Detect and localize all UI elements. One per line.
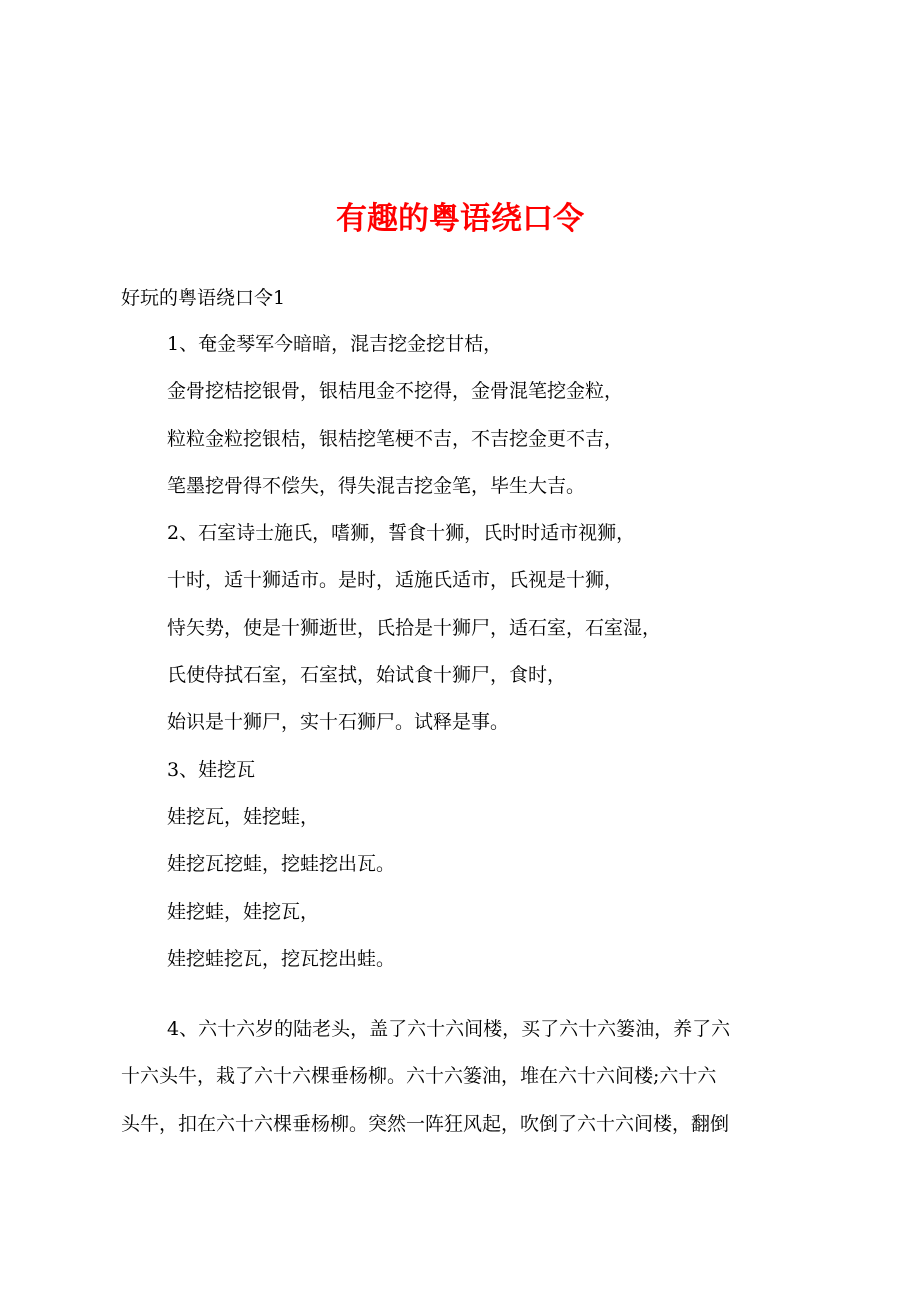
- paragraph-line: 头牛，扣在六十六棵垂杨柳。突然一阵狂风起，吹倒了六十六间楼，翻倒: [121, 1112, 730, 1135]
- text-line: 氏使侍拭石室，石室拭，始试食十狮尸，食时，: [167, 664, 567, 687]
- text-line: 始识是十狮尸，实十石狮尸。试释是事。: [167, 711, 510, 734]
- text-line: 3、娃挖瓦: [167, 758, 256, 781]
- text-line: 1、奄金琴军今暗暗，混吉挖金挖甘桔，: [167, 333, 503, 355]
- tongue-twister-lines: [167, 328, 847, 990]
- paragraph-line: 4、六十六岁的陆老头，盖了六十六间楼，买了六十六篓油，养了六: [167, 1018, 731, 1040]
- text-line: 笔墨挖骨得不偿失，得失混吉挖金笔，毕生大吉。: [167, 474, 586, 497]
- text-line: 2、石室诗士施氏，嗜狮，誓食十狮，氏时时适市视狮，: [167, 522, 636, 545]
- text-line: 娃挖瓦挖蛙，挖蛙挖出瓦。: [167, 853, 396, 876]
- document-title: 有趣的粤语绕口令: [336, 201, 584, 237]
- text-line: 金骨挖桔挖银骨，银桔甩金不挖得，金骨混笔挖金粒，: [167, 380, 624, 403]
- paragraph-line: 十六头牛，栽了六十六棵垂杨柳。六十六篓油，堆在六十六间楼;六十六: [121, 1065, 717, 1088]
- text-line: 十时，适十狮适市。是时，适施氏适市，氏视是十狮，: [167, 569, 624, 592]
- section-heading: 好玩的粤语绕口令1: [121, 287, 286, 309]
- text-line: 粒粒金粒挖银桔，银桔挖笔梗不吉，不吉挖金更不吉，: [167, 427, 624, 450]
- text-line: 恃矢势，使是十狮逝世，氏拾是十狮尸，适石室，石室湿，: [167, 616, 662, 639]
- text-line: 娃挖蛙挖瓦，挖瓦挖出蛙。: [167, 947, 396, 970]
- text-line: 娃挖蛙，娃挖瓦，: [167, 900, 320, 923]
- paragraph-4: [121, 1006, 821, 1148]
- text-line: 娃挖瓦，娃挖蛙，: [167, 805, 320, 828]
